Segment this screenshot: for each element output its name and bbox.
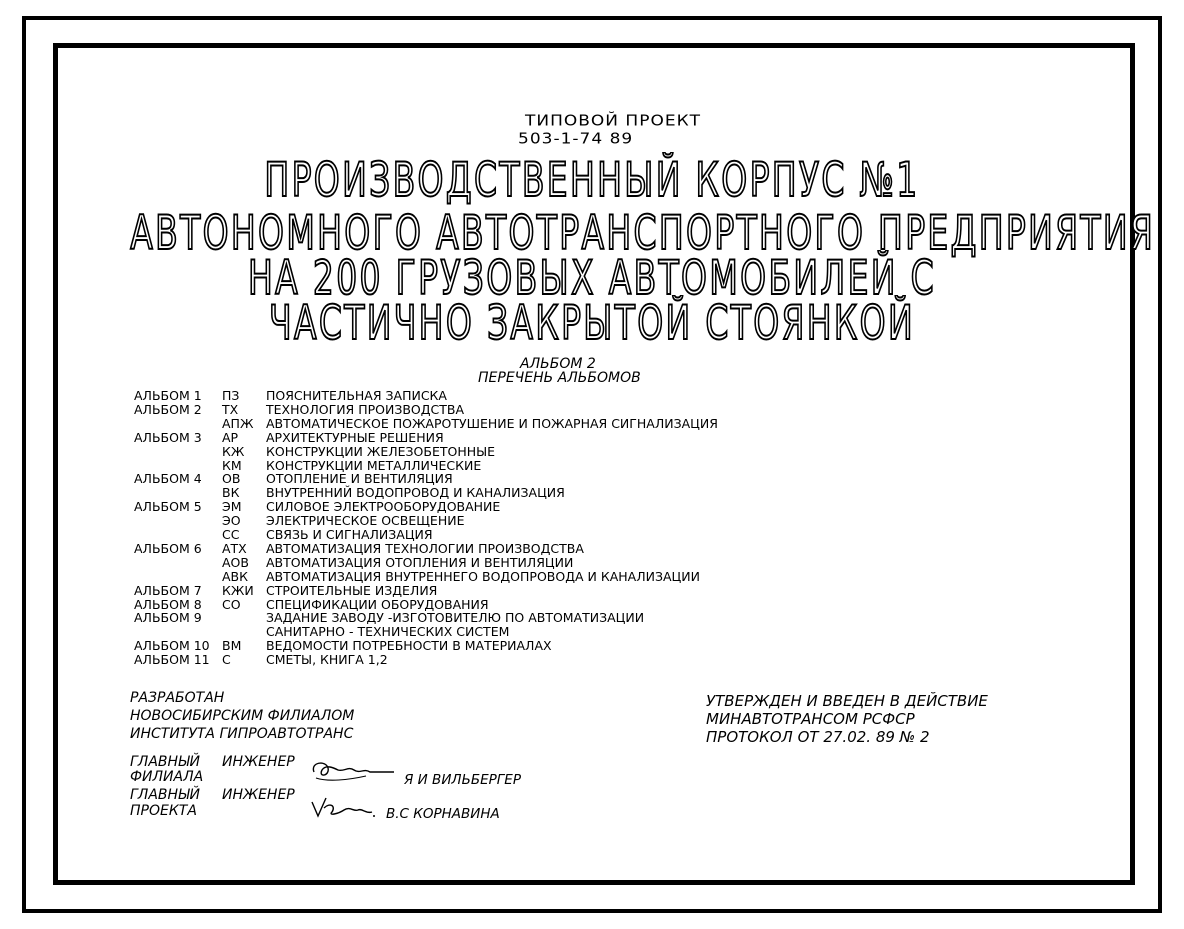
album-description: АВТОМАТИЧЕСКОЕ ПОЖАРОТУШЕНИЕ И ПОЖАРНАЯ СИГНАЛИЗАЦИЯ bbox=[266, 415, 718, 431]
album-description: ЭЛЕКТРИЧЕСКОЕ ОСВЕЩЕНИЕ bbox=[266, 513, 465, 529]
album-number: АЛЬБОМ 7 bbox=[134, 582, 202, 598]
album-description: ЗАДАНИЕ ЗАВОДУ -ИЗГОТОВИТЕЛЮ ПО АВТОМАТИЗАЦИИ bbox=[266, 610, 645, 626]
signatory-1-role-l2: ФИЛИАЛА bbox=[130, 769, 204, 785]
album-code: ВК bbox=[222, 485, 240, 501]
album-description: СТРОИТЕЛЬНЫЕ ИЗДЕЛИЯ bbox=[266, 582, 438, 598]
album-number: АЛЬБОМ 8 bbox=[134, 596, 202, 612]
album-code: АОВ bbox=[222, 554, 249, 570]
developer-line-1: РАЗРАБОТАН bbox=[130, 690, 225, 706]
album-description: АВТОМАТИЗАЦИЯ ОТОПЛЕНИЯ И ВЕНТИЛЯЦИИ bbox=[266, 554, 574, 570]
developer-line-2: НОВОСИБИРСКИМ ФИЛИАЛОМ bbox=[130, 708, 355, 724]
album-description: СВЯЗЬ И СИГНАЛИЗАЦИЯ bbox=[266, 527, 433, 542]
approval-line-3: ПРОТОКОЛ ОТ 27.02. 89 № 2 bbox=[706, 728, 930, 746]
signatory-1-title: ИНЖЕНЕР bbox=[222, 754, 295, 770]
album-number: АЛЬБОМ 3 bbox=[134, 429, 202, 445]
album-number: АЛЬБОМ 2 bbox=[134, 401, 202, 417]
list-title: ПЕРЕЧЕНЬ АЛЬБОМОВ bbox=[478, 370, 641, 386]
album-label: АЛЬБОМ 2 bbox=[520, 356, 596, 372]
signature-2-icon bbox=[308, 794, 380, 822]
album-description: АВТОМАТИЗАЦИЯ ТЕХНОЛОГИИ ПРОИЗВОДСТВА bbox=[266, 540, 584, 556]
title-line-4: ЧАСТИЧНО ЗАКРЫТОЙ СТОЯНКОЙ bbox=[269, 296, 915, 351]
developer-line-3: ИНСТИТУТА ГИПРОАВТОТРАНС bbox=[130, 726, 354, 742]
album-description: ВНУТРЕННИЙ ВОДОПРОВОД И КАНАЛИЗАЦИЯ bbox=[266, 485, 565, 501]
album-description: ПОЯСНИТЕЛЬНАЯ ЗАПИСКА bbox=[266, 388, 447, 403]
album-code: С bbox=[222, 652, 231, 668]
album-code: АТХ bbox=[222, 540, 247, 556]
approval-line-2: МИНАВТОТРАНСОМ РСФСР bbox=[706, 710, 915, 728]
album-description: АРХИТЕКТУРНЫЕ РЕШЕНИЯ bbox=[266, 429, 444, 445]
album-code: КЖ bbox=[222, 443, 245, 459]
album-code: АР bbox=[222, 429, 239, 445]
album-description: ВЕДОМОСТИ ПОТРЕБНОСТИ В МАТЕРИАЛАХ bbox=[266, 638, 552, 654]
album-number: АЛЬБОМ 5 bbox=[134, 499, 202, 515]
album-description: ОТОПЛЕНИЕ И ВЕНТИЛЯЦИЯ bbox=[266, 471, 453, 487]
album-code: СО bbox=[222, 596, 241, 612]
album-description: АВТОМАТИЗАЦИЯ ВНУТРЕННЕГО ВОДОПРОВОДА И КАНАЛИЗАЦИИ bbox=[266, 568, 700, 584]
album-code: ТХ bbox=[222, 401, 239, 417]
album-description: ТЕХНОЛОГИЯ ПРОИЗВОДСТВА bbox=[266, 401, 465, 417]
album-number: АЛЬБОМ 4 bbox=[134, 471, 202, 487]
album-description: СМЕТЫ, КНИГА 1,2 bbox=[266, 652, 388, 668]
album-code: ОВ bbox=[222, 471, 241, 487]
title-line-3: НА 200 ГРУЗОВЫХ АВТОМОБИЛЕЙ С bbox=[248, 251, 936, 306]
album-number: АЛЬБОМ 11 bbox=[134, 652, 210, 668]
album-number: АЛЬБОМ 6 bbox=[134, 540, 202, 556]
album-code: ПЗ bbox=[222, 388, 240, 403]
album-code: КЖИ bbox=[222, 582, 254, 598]
album-code: ЭМ bbox=[222, 499, 242, 515]
project-code: 503-1-74 89 bbox=[518, 130, 634, 148]
album-code: КМ bbox=[222, 457, 242, 473]
album-number: АЛЬБОМ 1 bbox=[134, 388, 202, 403]
album-description: СИЛОВОЕ ЭЛЕКТРООБОРУДОВАНИЕ bbox=[266, 499, 501, 515]
album-description: КОНСТРУКЦИИ МЕТАЛЛИЧЕСКИЕ bbox=[266, 457, 482, 473]
signatory-2-name: В.С КОРНАВИНА bbox=[386, 806, 500, 822]
signatory-2-role-l1: ГЛАВНЫЙ bbox=[130, 787, 200, 803]
title-line-2: АВТОНОМНОГО АВТОТРАНСПОРТНОГО ПРЕДПРИЯТИЯ bbox=[130, 206, 1156, 261]
album-code: СС bbox=[222, 527, 240, 542]
signatory-2-role-l2: ПРОЕКТА bbox=[130, 803, 197, 819]
approval-line-1: УТВЕРЖДЕН И ВВЕДЕН В ДЕЙСТВИЕ bbox=[706, 692, 988, 710]
signatory-1-role-l1: ГЛАВНЫЙ bbox=[130, 754, 200, 770]
album-code: АВК bbox=[222, 568, 249, 584]
album-number: АЛЬБОМ 10 bbox=[134, 638, 210, 654]
album-description: САНИТАРНО - ТЕХНИЧЕСКИХ СИСТЕМ bbox=[266, 624, 510, 640]
album-description: СПЕЦИФИКАЦИИ ОБОРУДОВАНИЯ bbox=[266, 596, 489, 612]
title-line-1: ПРОИЗВОДСТВЕННЫЙ КОРПУС №1 bbox=[264, 153, 920, 208]
signatory-1-name: Я И ВИЛЬБЕРГЕР bbox=[404, 772, 521, 788]
album-code: ЭО bbox=[222, 513, 241, 529]
album-description: КОНСТРУКЦИИ ЖЕЛЕЗОБЕТОННЫЕ bbox=[266, 443, 496, 459]
signature-1-icon bbox=[308, 758, 398, 786]
project-type-label: ТИПОВОЙ ПРОЕКТ bbox=[525, 112, 702, 130]
signatory-2-title: ИНЖЕНЕР bbox=[222, 787, 295, 803]
album-number: АЛЬБОМ 9 bbox=[134, 610, 202, 626]
album-code: АПЖ bbox=[222, 415, 254, 431]
album-code: ВМ bbox=[222, 638, 242, 654]
